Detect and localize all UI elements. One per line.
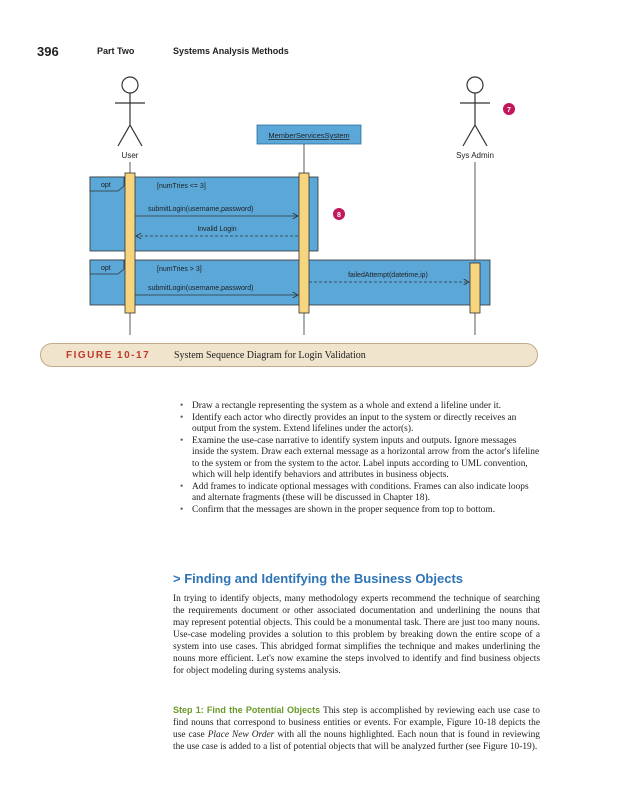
return-invalid-login: Invalid Login xyxy=(197,226,237,233)
opt-frame-2-label: opt xyxy=(101,265,111,272)
message-submit-login-2: submitLogin(username,password) xyxy=(148,285,254,292)
section-heading: > Finding and Identifying the Business Objects xyxy=(173,571,464,586)
actor-sysadmin-label: Sys Admin xyxy=(456,151,494,160)
opt-frame-1-guard: [numTries <= 3] xyxy=(157,183,206,190)
section-title: Systems Analysis Methods xyxy=(173,46,289,56)
page-number: 396 xyxy=(37,44,59,59)
step1-text-a: This step is accomplished by reviewing each use case to find nouns that correspond to business entities or events. For example, Figure 10-18 depicts the use case xyxy=(173,706,540,740)
list-item: • Identify each actor who directly provides an input to the system or directly receives an output from the system. Extend lifelines under the actor(s). xyxy=(178,413,540,436)
message-failed-attempt: failedAttempt(datetime,ip) xyxy=(348,272,428,279)
bullet-list xyxy=(178,401,540,516)
system-object-label: MemberServicesSystem xyxy=(268,131,350,140)
activation-system xyxy=(299,173,309,313)
opt-frame-2-guard: [numTries > 3] xyxy=(157,266,202,273)
figure-caption-label: FIGURE 10-17 xyxy=(66,350,151,361)
step1-label: Step 1: Find the Potential Objects xyxy=(173,705,321,715)
body-paragraph: In trying to identify objects, many methodology experts recommend the technique of searching the requirements document or other associated documentation and underlining the nouns that may represent potential objects. This could be a monumental task. There are just too many nouns. Use-case modeling provides a solution to this problem by breaking down the entire scope of a system into use cases. This abridged format simplifies the technique and makes underlining the nouns more efficient. Let's now examine the steps involved to identify and find business objects for object modeling during systems analysis. xyxy=(173,594,540,676)
list-item: • Add frames to indicate optional messages with conditions. Frames can also indicate loops and alternate fragments (these will be discussed in Chapter 18). xyxy=(178,482,540,505)
activation-sysadmin xyxy=(470,263,480,313)
use-case-name: Place New Order xyxy=(207,730,275,740)
list-item: • Confirm that the messages are shown in the proper sequence from top to bottom. xyxy=(178,505,540,517)
step1-paragraph xyxy=(173,705,540,753)
step1-text-b: with all the nouns highlighted. Each noun that is found in reviewing the use case is added to a list of potential objects that will be analyzed further (see Figure 10-19). xyxy=(173,730,540,752)
figure-caption xyxy=(40,343,538,367)
actor-user xyxy=(115,77,145,146)
list-item: • Examine the use-case narrative to identify system inputs and outputs. Ignore messages inside the system. Draw each external message as a horizontal arrow from the actor's lifeline to the system or from the system to the actor. Label inputs according to UML convention, which will help identify behaviors and attributes in business objects. xyxy=(178,436,540,482)
figure-caption-text: System Sequence Diagram for Login Validation xyxy=(174,350,366,361)
opt-frame-1-label: opt xyxy=(101,182,111,189)
actor-sysadmin xyxy=(460,77,490,146)
message-submit-login-1: submitLogin(username,password) xyxy=(148,206,254,213)
callout-8-number: 8 xyxy=(337,212,341,219)
part-title: Part Two xyxy=(97,46,135,56)
actor-user-label: User xyxy=(121,151,139,160)
activation-user xyxy=(125,173,135,313)
opt-frame-2 xyxy=(90,260,490,305)
callout-7-number: 7 xyxy=(507,107,511,114)
sequence-diagram xyxy=(0,0,619,345)
list-item: • Draw a rectangle representing the system as a whole and extend a lifeline under it. xyxy=(178,401,540,413)
